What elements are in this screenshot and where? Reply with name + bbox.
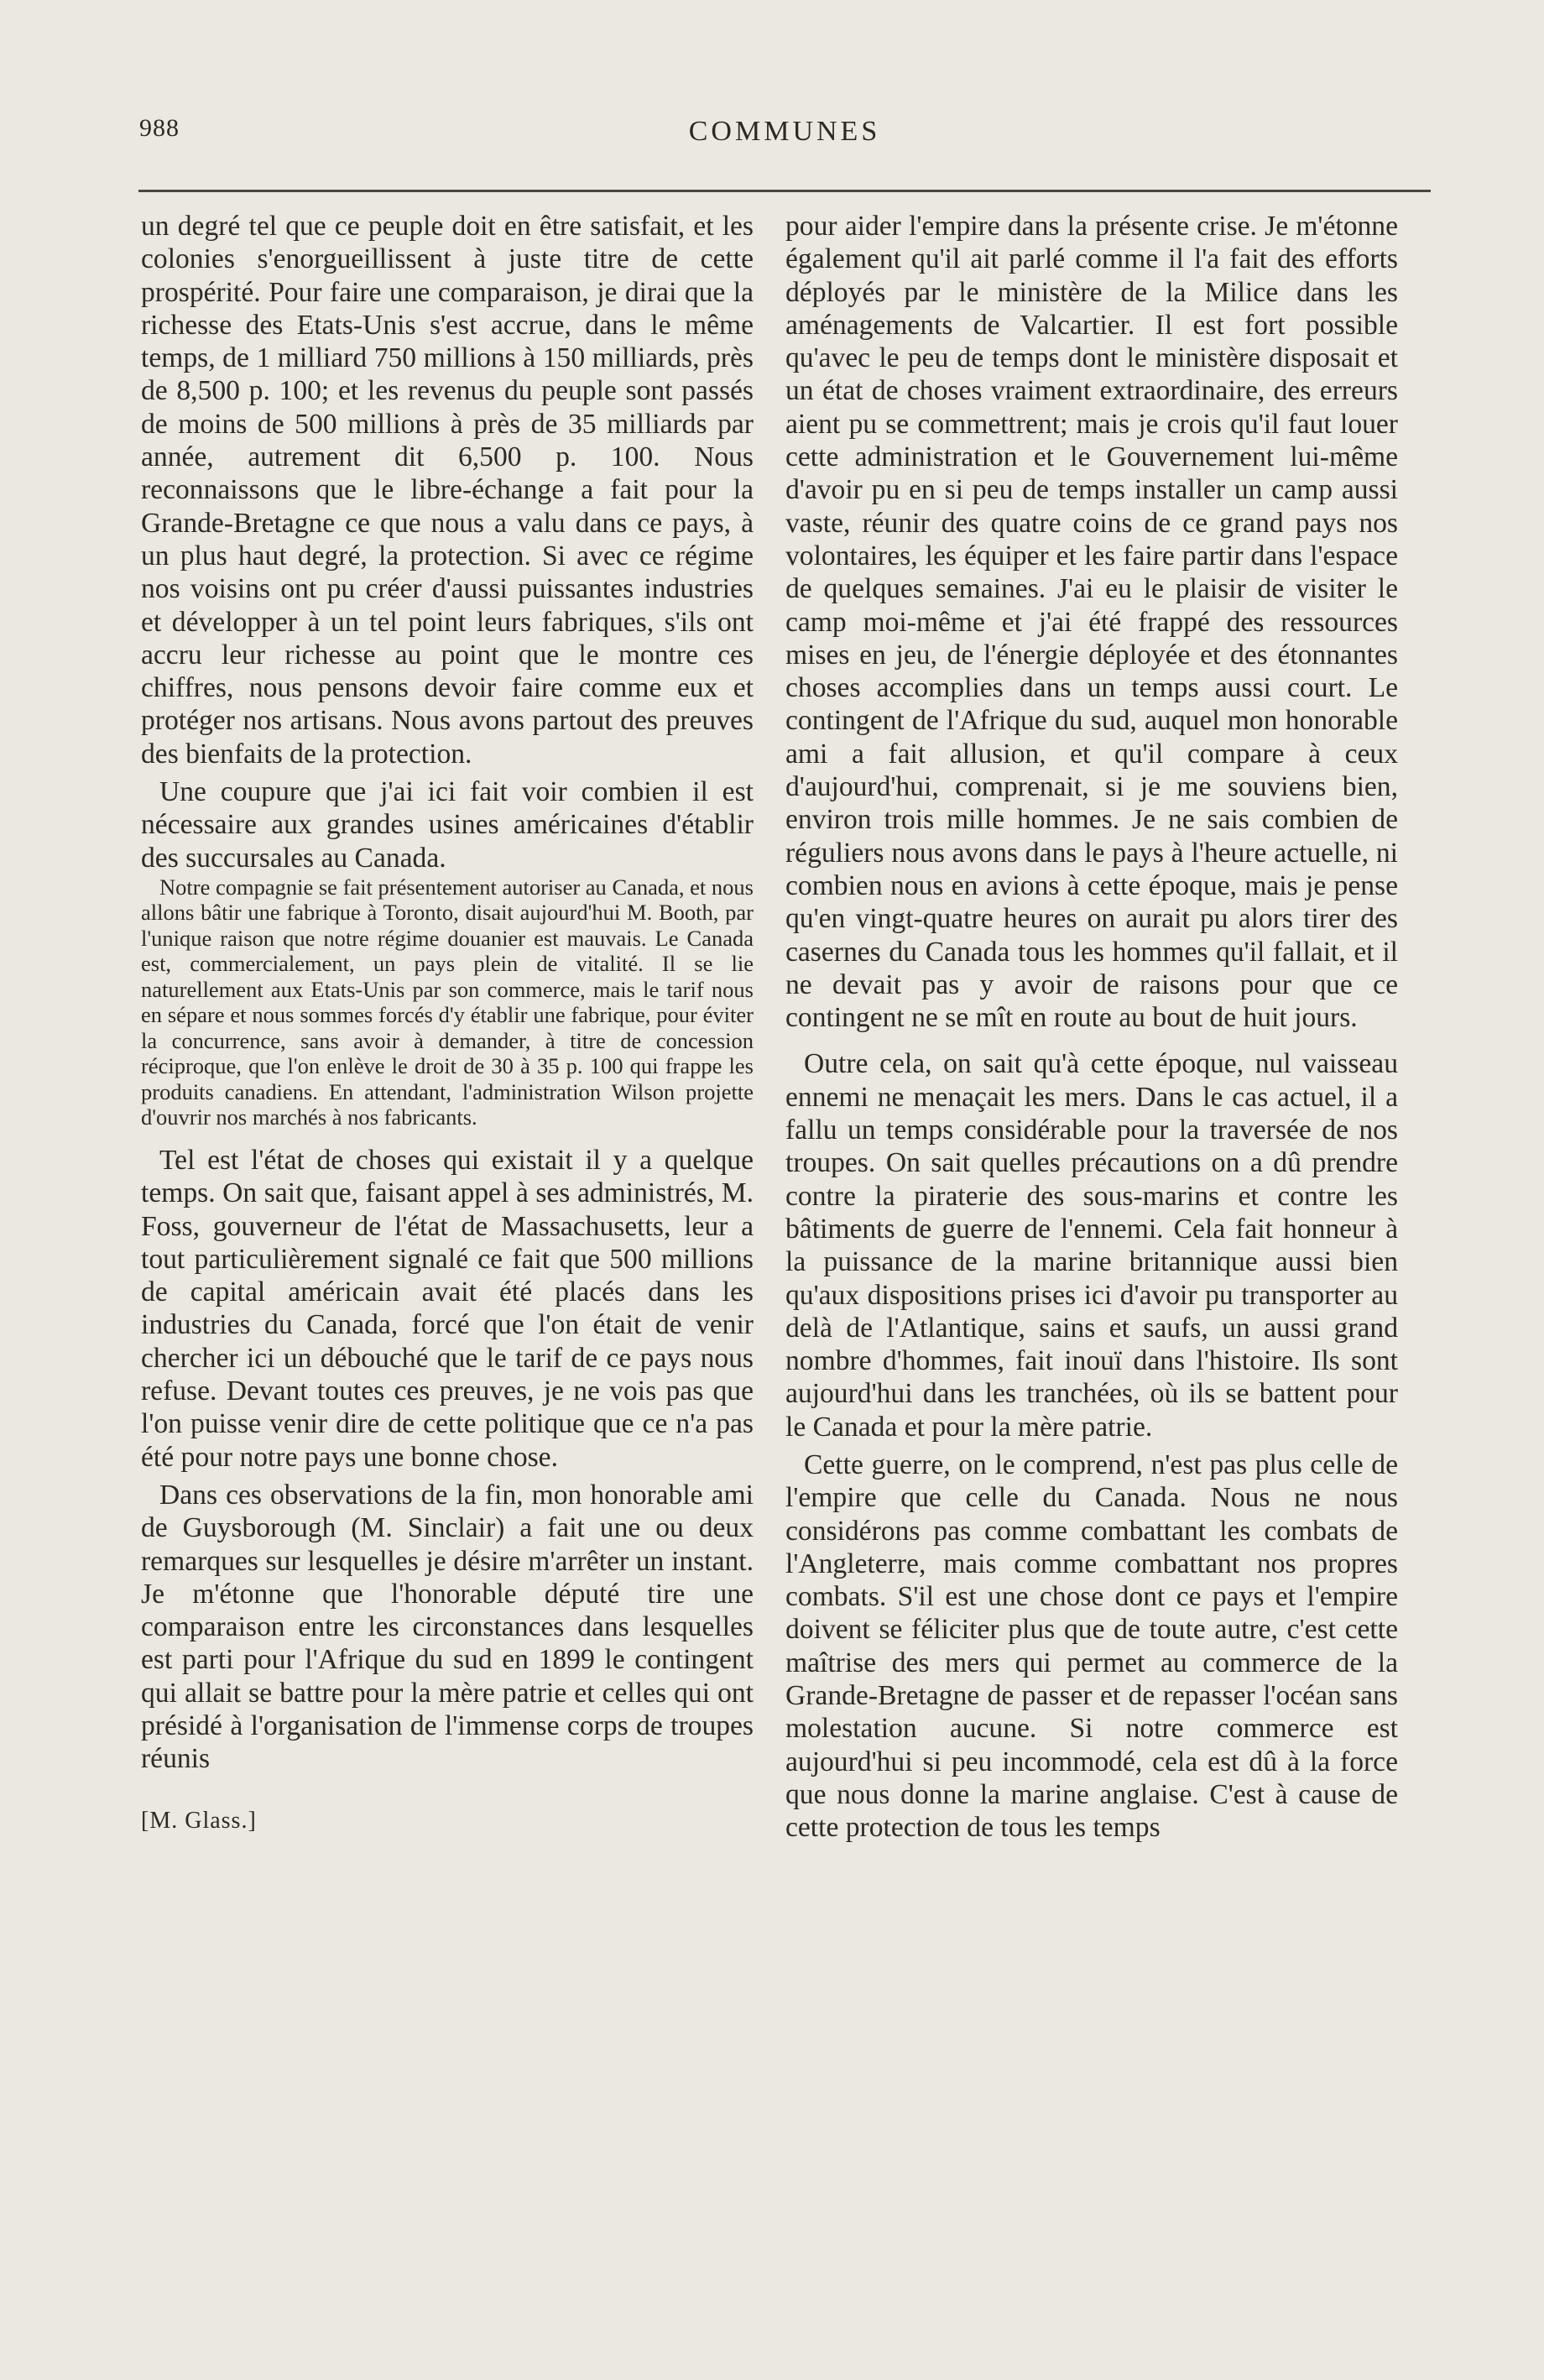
running-head: COMMUNES (688, 116, 881, 147)
left-paragraph-1: un degré tel que ce peuple doit en être satisfait, et les colonies s'enorgueillissent à juste titre de cette prospérité. Pour faire une comparaison, je dirai que la richesse des Etats-Unis s'est accrue, dans le même temps, de 1 milliard 750 millions à 150 milliards, près de 8,500 p. 100; et les revenus du peuple sont passés de moins de 500 millions à près de 35 milliards par année, autrement dit 6,500 p. 100. Nous reconnaissons que le libre-échange a fait pour la Grande-Bretagne ce que nous a valu dans ce pays, à un plus haut degré, la protection. Si avec ce régime nos voisins ont pu créer d'aussi puissantes industries et développer à un tel point leurs fabriques, s'ils ont accru leur richesse au point que le montre ces chiffres, nous pensons devoir faire comme eux et protéger nos artisans. Nous avons partout des preuves des bienfaits de la protection. (141, 211, 754, 770)
right-column (785, 210, 1398, 1845)
speaker-attribution: [M. Glass.] (141, 1807, 257, 1834)
header-rule (138, 190, 1431, 192)
left-paragraph-3: Tel est l'état de choses qui existait il y a quelque temps. On sait que, faisant appel à ses administrés, M. Foss, gouverneur de l'état de Massachusetts, leur a tout particulièrement signalé ce fait que 500 millions de capital américain avait été placés dans les industries du Canada, forcé que l'on était de venir chercher ici un débouché que le tarif de ce pays nous refuse. Devant toutes ces preuves, je ne vois pas que l'on puisse venir dire de cette politique que ce n'a pas été pour notre pays une bonne chose. (141, 1144, 754, 1473)
right-paragraph-2: Outre cela, on sait qu'à cette époque, nul vaisseau ennemi ne menaçait les mers. Dans le cas actuel, il a fallu un temps considérable pour la traversée de nos troupes. On sait quelles précautions on a dû prendre contre la piraterie des sous-marins et contre les bâtiments de guerre de l'ennemi. Cela fait honneur à la puissance de la marine britannique aussi bien qu'aux dispositions prises ici d'avoir pu transporter au delà de l'Atlantique, sains et saufs, un aussi grand nombre d'hommes, fait inouï dans l'histoire. Ils sont aujourd'hui dans les tranchées, où ils se battent pour le Canada et pour la mère patrie. (785, 1048, 1398, 1443)
left-paragraph-2: Une coupure que j'ai ici fait voir combien il est nécessaire aux grandes usines américaines d'établir des succursales au Canada. (141, 776, 754, 874)
left-paragraph-4: Dans ces observations de la fin, mon honorable ami de Guysborough (M. Sinclair) a fait une ou deux remarques sur lesquelles je désire m'arrêter un instant. Je m'étonne que l'honorable député tire une comparaison entre les circonstances dans lesquelles est parti pour l'Afrique du sud en 1899 le contingent qui allait se battre pour la mère patrie et celles qui ont présidé à l'organisation de l'immense corps de troupes réunis (141, 1479, 754, 1775)
left-column (141, 210, 754, 1837)
right-paragraph-3: Cette guerre, on le comprend, n'est pas plus celle de l'empire que celle du Canada. Nous ne nous considérons pas comme combattant les combats de l'Angleterre, mais comme combattant nos propres combats. S'il est une chose dont ce pays et l'empire doivent se féliciter plus que de toute autre, c'est cette maîtrise des mers qui permet au commerce de la Grande-Bretagne de passer et de repasser l'océan sans molestation aucune. Si notre commerce est aujourd'hui si peu incommodé, cela est dû à la force que nous donne la marine anglaise. C'est à cause de cette protection de tous les temps (785, 1448, 1398, 1844)
page-number: 988 (139, 114, 180, 142)
right-paragraph-1: pour aider l'empire dans la présente crise. Je m'étonne également qu'il ait parlé comme il l'a fait des efforts déployés par le ministère de la Milice dans les aménagements de Valcartier. Il est fort possible qu'avec le peu de temps dont le ministère disposait et un état de choses vraiment extraordinaire, des erreurs aient pu se commettrent; mais je crois qu'il faut louer cette administration et le Gouvernement lui-même d'avoir pu en si peu de temps installer un camp aussi vaste, réunir des quatre coins de ce grand pays nos volontaires, les équiper et les faire partir dans l'espace de quelques semaines. J'ai eu le plaisir de visiter le camp moi-même et j'ai été frappé des ressources mises en jeu, de l'énergie déployée et des étonnantes choses accomplies dans un temps aussi court. Le contingent de l'Afrique du sud, auquel mon honorable ami a fait allusion, et qu'il compare à ceux d'aujourd'hui, comprenait, si je me souviens bien, environ trois mille hommes. Je ne sais combien de réguliers nous avons dans le pays à l'heure actuelle, ni combien nous en avions à cette époque, mais je pense qu'en vingt-quatre heures on aurait pu alors tirer des casernes du Canada tous les hommes qu'il fallait, et il ne devait pas y avoir de raisons pour que ce contingent ne se mît en route au bout de huit jours. (785, 211, 1398, 1034)
newspaper-quote: Notre compagnie se fait présentement autoriser au Canada, et nous allons bâtir une fabrique à Toronto, disait aujourd'hui M. Booth, par l'unique raison que notre régime douanier est mauvais. Le Canada est, commercialement, un pays plein de vitalité. Il se lie naturellement aux Etats-Unis par son commerce, mais le tarif nous en sépare et nous sommes forcés d'y établir une fabrique, pour éviter la concurrence, sans avoir à demander, à titre de concession réciproque, que l'on enlève le droit de 30 à 35 p. 100 qui frappe les produits canadiens. En attendant, l'administration Wilson projette d'ouvrir nos marchés à nos fabricants. (141, 874, 754, 1130)
page-header (134, 109, 1435, 159)
